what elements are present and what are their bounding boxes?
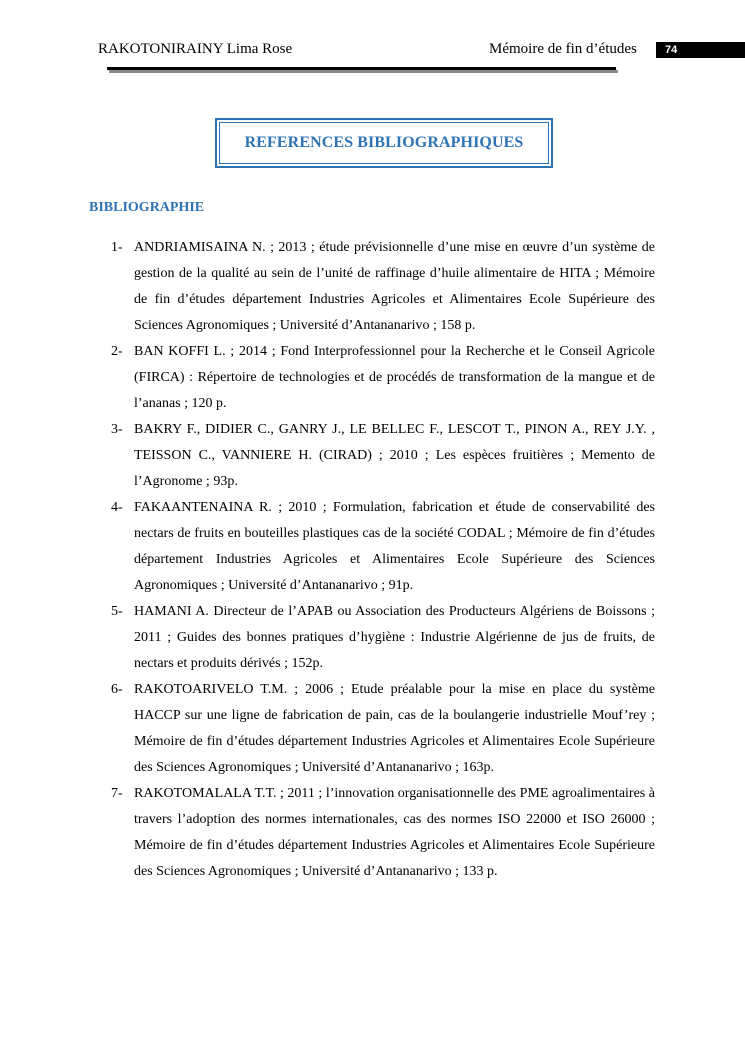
reference-number: 3- (111, 422, 123, 437)
reference-text: BAN KOFFI L. ; 2014 ; Fond Interprofessionnel pour la Recherche et le Conseil Agricole (FIRCA) : Répertoire de technologies et de procédés de transformation de la mangue et de l’ananas ; 120 p. (134, 344, 655, 411)
section-heading: BIBLIOGRAPHIE (89, 200, 205, 215)
reference-text: ANDRIAMISAINA N. ; 2013 ; étude prévisionnelle d’une mise en œuvre d’un système de gestion de la qualité au sein de l’unité de raffinage d’huile alimentaire de HITA ; Mémoire de fin d’études département Industries Agricoles et Alimentaires Ecole Supérieure des Sciences Agronomiques ; Université d’Antananarivo ; 158 p. (134, 240, 655, 333)
header-rule-shadow (109, 70, 618, 73)
reference-item (0, 235, 655, 339)
title-box (215, 118, 553, 168)
reference-number: 7- (111, 786, 123, 801)
page-title: REFERENCES BIBLIOGRAPHIQUES (219, 122, 549, 164)
reference-item (0, 495, 655, 599)
reference-number: 6- (111, 682, 123, 697)
reference-text: RAKOTOMALALA T.T. ; 2011 ; l’innovation organisationnelle des PME agroalimentaires à travers l’adoption des normes internationales, cas des normes ISO 22000 et ISO 26000 ; Mémoire de fin d’études département Industries Agricoles et Alimentaires Ecole Supérieure des Sciences Agronomiques ; Université d’Antananarivo ; 133 p. (134, 786, 655, 879)
page-number: 74 (656, 42, 745, 58)
reference-list (0, 235, 655, 885)
reference-number: 1- (111, 240, 123, 255)
header-author: RAKOTONIRAINY Lima Rose (98, 41, 293, 57)
reference-item (0, 339, 655, 417)
reference-number: 4- (111, 500, 123, 515)
reference-item (0, 599, 655, 677)
reference-item (0, 417, 655, 495)
reference-number: 2- (111, 344, 123, 359)
reference-text: FAKAANTENAINA R. ; 2010 ; Formulation, fabrication et étude de conservabilité des nectars de fruits en bouteilles plastiques cas de la société CODAL ; Mémoire de fin d’études département Industries Agricoles et Alimentaires Ecole Supérieure des Sciences Agronomiques ; Université d’Antananarivo ; 91p. (134, 500, 655, 593)
header-rule (107, 67, 616, 70)
reference-text: HAMANI A. Directeur de l’APAB ou Association des Producteurs Algériens de Boissons ; 2011 ; Guides des bonnes pratiques d’hygiène : Industrie Algérienne de jus de fruits, de nectars et produits dérivés ; 152p. (134, 604, 655, 671)
header-document-title: Mémoire de fin d’études (489, 41, 637, 57)
reference-number: 5- (111, 604, 123, 619)
reference-text: BAKRY F., DIDIER C., GANRY J., LE BELLEC F., LESCOT T., PINON A., REY J.Y. , TEISSON C., VANNIERE H. (CIRAD) ; 2010 ; Les espèces fruitières ; Memento de l’Agronome ; 93p. (134, 422, 655, 489)
reference-item (0, 781, 655, 885)
reference-item (0, 677, 655, 781)
reference-text: RAKOTOARIVELO T.M. ; 2006 ; Etude préalable pour la mise en place du système HACCP sur une ligne de fabrication de pain, cas de la boulangerie industrielle Mouf’rey ; Mémoire de fin d’études département Industries Agricoles et Alimentaires Ecole Supérieure des Sciences Agronomiques ; Université d’Antananarivo ; 163p. (134, 682, 655, 775)
